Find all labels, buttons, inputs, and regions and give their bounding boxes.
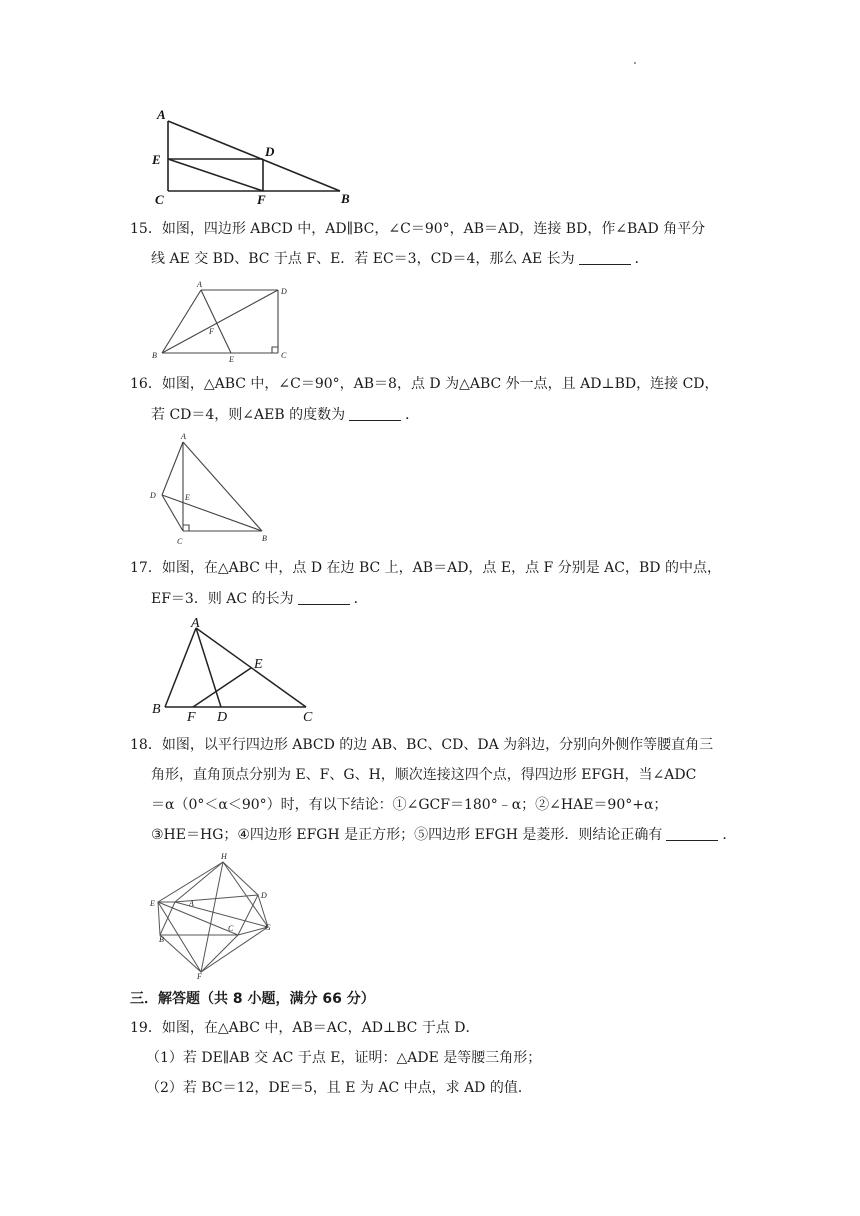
figure-q14 bbox=[145, 103, 355, 208]
answer-blank-16[interactable] bbox=[349, 406, 401, 421]
question-17-line2 bbox=[151, 589, 368, 609]
label-D: D bbox=[150, 491, 156, 500]
label-C: C bbox=[155, 192, 164, 207]
question-17-text: EF＝3．则 AC 的长为 bbox=[151, 591, 294, 607]
question-18-line2: 角形，直角顶点分别为 E、F、G、H，顺次连接这四个点，得四边形 EFGH，当∠ADC bbox=[151, 767, 697, 783]
label-A: A bbox=[191, 616, 200, 631]
label-D: D bbox=[217, 710, 228, 724]
section-heading: 三．解答题（共 8 小题，满分 66 分） bbox=[130, 991, 375, 1007]
question-15-line2 bbox=[151, 249, 649, 269]
label-D: D bbox=[261, 891, 267, 900]
answer-blank-15[interactable] bbox=[579, 250, 631, 265]
question-16-line1: 16．如图，△ABC 中，∠C＝90°，AB＝8，点 D 为△ABC 外一点，且 AD⊥BD，连接 CD， bbox=[130, 376, 719, 392]
question-18-text: ③HE＝HG；④四边形 EFGH 是正方形；⑤四边形 EFGH 是菱形．则结论正确有 bbox=[151, 827, 663, 843]
question-15-period: ． bbox=[634, 251, 649, 267]
label-C: C bbox=[228, 924, 234, 933]
figure-q15 bbox=[145, 278, 295, 364]
label-A: A bbox=[197, 280, 202, 289]
label-D: D bbox=[281, 287, 287, 296]
label-E: E bbox=[150, 899, 155, 908]
label-C: C bbox=[281, 351, 287, 360]
question-15-text: 线 AE 交 BD、BC 于点 F、E．若 EC＝3，CD＝4，那么 AE 长为 bbox=[151, 251, 575, 267]
label-B: B bbox=[152, 702, 161, 717]
label-F: F bbox=[197, 972, 202, 980]
label-F: F bbox=[187, 710, 196, 724]
label-E: E bbox=[152, 152, 161, 167]
label-A: A bbox=[189, 899, 194, 908]
question-17-period: ． bbox=[353, 591, 368, 607]
label-C: C bbox=[303, 710, 313, 724]
label-A: A bbox=[181, 432, 186, 441]
question-19-part2: （2）若 BC＝12，DE＝5，且 E 为 AC 中点，求 AD 的值． bbox=[146, 1080, 532, 1096]
question-19-part1: （1）若 DE∥AB 交 AC 于点 E，证明：△ADE 是等腰三角形； bbox=[146, 1050, 542, 1066]
question-16-text: 若 CD＝4，则∠AEB 的度数为 bbox=[151, 407, 346, 423]
answer-blank-17[interactable] bbox=[298, 590, 350, 605]
label-A: A bbox=[157, 107, 166, 122]
label-E: E bbox=[229, 355, 234, 364]
label-B: B bbox=[341, 191, 350, 206]
figure-q16 bbox=[145, 430, 275, 552]
label-B: B bbox=[152, 351, 157, 360]
label-E: E bbox=[185, 493, 190, 502]
scan-dot bbox=[634, 62, 636, 64]
label-C: C bbox=[177, 537, 183, 546]
question-19-line1: 19．如图，在△ABC 中，AB＝AC，AD⊥BC 于点 D． bbox=[130, 1020, 480, 1036]
label-F: F bbox=[257, 192, 266, 207]
question-17-line1: 17．如图，在△ABC 中，点 D 在边 BC 上，AB＝AD，点 E，点 F 分别是 AC，BD 的中点， bbox=[130, 560, 721, 576]
question-18-period: ． bbox=[722, 827, 737, 843]
question-18-line4 bbox=[151, 825, 736, 845]
answer-blank-18[interactable] bbox=[666, 826, 718, 841]
question-16-line2 bbox=[151, 405, 419, 425]
question-18-line1: 18．如图，以平行四边形 ABCD 的边 AB、BC、CD、DA 为斜边，分别向外侧作等腰直角三 bbox=[130, 737, 714, 753]
question-16-period: ． bbox=[405, 407, 420, 423]
label-E: E bbox=[254, 657, 263, 672]
question-15-line1: 15．如图，四边形 ABCD 中，AD∥BC，∠C＝90°，AB＝AD，连接 BD，作∠BAD 角平分 bbox=[130, 221, 706, 237]
label-F: F bbox=[209, 327, 214, 336]
label-B: B bbox=[262, 534, 267, 543]
question-18-line3: ＝α（0°＜α＜90°）时，有以下结论：①∠GCF＝180°﹣α；②∠HAE＝90°+α； bbox=[151, 797, 668, 813]
figure-q18 bbox=[145, 850, 280, 980]
label-D: D bbox=[265, 144, 275, 159]
label-G: G bbox=[265, 923, 271, 932]
label-H: H bbox=[221, 852, 227, 861]
figure-q17 bbox=[145, 612, 325, 724]
label-B: B bbox=[159, 935, 164, 944]
